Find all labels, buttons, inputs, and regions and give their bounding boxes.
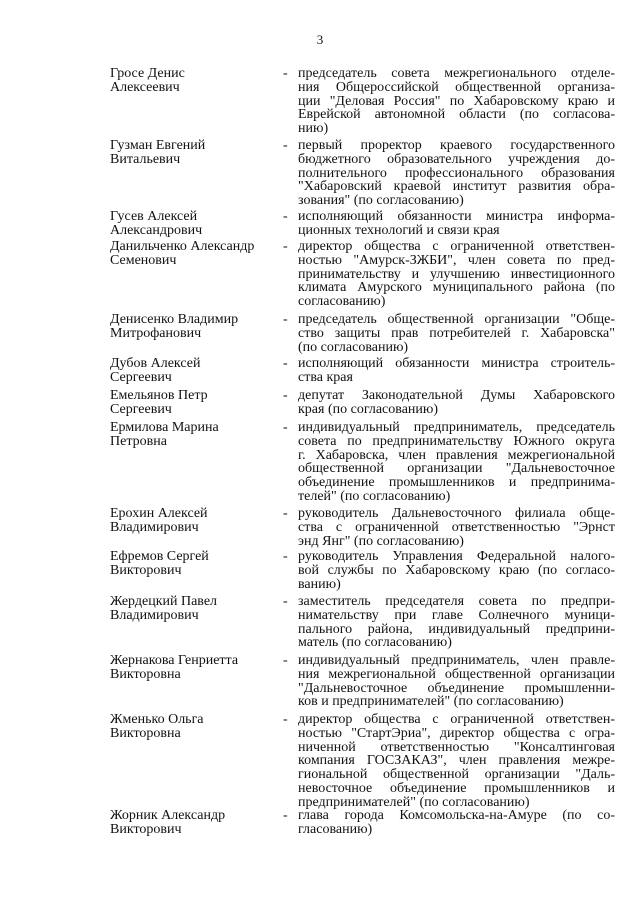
member-position-line: принимательству и улучшению инвестиционного — [298, 266, 615, 282]
dash-separator: - — [283, 138, 288, 153]
member-position-line: края (по согласованию) — [298, 401, 439, 417]
member-position-line: ния Общероссийской общественной организа- — [298, 79, 615, 95]
member-name — [110, 210, 278, 238]
member-position-line: климата Амурского муниципального района (по — [298, 280, 615, 296]
member-name-line: Викторович — [110, 562, 182, 578]
member-position-line: депутат Законодательной Думы Хабаровского — [298, 388, 615, 403]
dash-separator: - — [283, 506, 288, 521]
member-name-line: Сергеевич — [110, 401, 172, 417]
dash-separator: - — [283, 808, 288, 823]
member-name-line: Семенович — [110, 252, 177, 268]
member-position — [298, 67, 615, 136]
member-position-line: гиональной общественной организации "Даль- — [298, 767, 615, 783]
member-position-line: ство защиты прав потребителей г. Хабаровска" — [298, 325, 615, 341]
dash-separator: - — [283, 312, 288, 327]
member-position — [298, 313, 615, 354]
member-position-line: индивидуальный предприниматель, член правле- — [298, 653, 615, 668]
member-position — [298, 357, 615, 385]
member-name — [110, 357, 278, 385]
member-position-line: председатель совета межрегионального отделе- — [298, 66, 615, 81]
member-name-line: Ерохин Алексей — [110, 506, 208, 521]
member-name — [110, 313, 278, 341]
member-name-line: Петровна — [110, 433, 167, 449]
dash-separator: - — [283, 420, 288, 435]
member-position-line: невосточное объединение промышленников и — [298, 780, 615, 796]
member-position-line: ностью "Амурск-ЗЖБИ", член совета по пред- — [298, 252, 615, 268]
member-name-line: Сергеевич — [110, 369, 172, 385]
member-position-line: директор общества с ограниченной ответствен- — [298, 712, 615, 727]
member-position-line: руководитель Дальневосточного филиала обще- — [298, 506, 615, 521]
member-name — [110, 507, 278, 535]
member-name-line: Алексеевич — [110, 79, 180, 95]
dash-separator: - — [283, 209, 288, 224]
member-position-line: ков и предпринимателей" (по согласованию) — [298, 694, 564, 710]
member-position — [298, 809, 615, 837]
member-position-line: ции "Деловая Россия" по Хабаровскому краю и — [298, 93, 615, 109]
member-position-line: предпринимателей" (по согласованию) — [298, 794, 530, 810]
member-name-line: Владимирович — [110, 607, 199, 623]
dash-separator: - — [283, 356, 288, 371]
member-position-line: телей" (по согласованию) — [298, 488, 451, 504]
member-name — [110, 421, 278, 449]
member-position-line: ства с ограниченной ответственностью "Эрнст — [298, 519, 615, 535]
member-position-line: индивидуальный предприниматель, председатель — [298, 420, 615, 435]
member-position-line: первый проректор краевого государственного — [298, 138, 615, 153]
dash-separator: - — [283, 594, 288, 609]
member-position-line: матель (по согласованию) — [298, 635, 452, 651]
member-name-line: Ефремов Сергей — [110, 549, 209, 564]
member-position-line: г. Хабаровска, член правления межрегиональной — [298, 447, 615, 463]
member-name — [110, 67, 278, 95]
member-position-line: исполняющий обязанности министра строитель- — [298, 356, 615, 371]
member-position-line: председатель общественной организации "Обще- — [298, 312, 615, 327]
member-position-line: вой службы по Хабаровскому краю (по согласо- — [298, 562, 615, 578]
member-position — [298, 654, 615, 709]
member-name — [110, 139, 278, 167]
member-name — [110, 595, 278, 623]
member-position-line: ния межрегиональной общественной организации — [298, 666, 615, 682]
member-position-line: нию) — [298, 121, 329, 137]
member-position-line: "Дальневосточное объединение промышленни- — [298, 680, 615, 696]
member-position-line: ства края — [298, 369, 353, 385]
member-position — [298, 139, 615, 208]
member-position-line: ностью "СтартЭриа", директор общества с огра- — [298, 725, 615, 741]
member-position-line: исполняющий обязанности министра информа- — [298, 209, 615, 224]
member-position-line: ванию) — [298, 576, 341, 592]
member-position-line: полнительного профессионального образования — [298, 165, 615, 181]
member-position-line: энд Янг" (по согласованию) — [298, 533, 464, 549]
member-position-line: глава города Комсомольска-на-Амуре (по со- — [298, 808, 615, 823]
member-name-line: Витальевич — [110, 151, 181, 167]
member-name — [110, 713, 278, 741]
member-name-line: Дубов Алексей — [110, 356, 201, 371]
member-position-line: общественной организации "Дальневосточное — [298, 461, 615, 477]
member-position-line: "Хабаровский краевой институт развития обра- — [298, 179, 615, 195]
dash-separator: - — [283, 388, 288, 403]
member-position — [298, 550, 615, 591]
member-position-line: заместитель председателя совета по предпри- — [298, 594, 615, 609]
member-position-line: согласованию) — [298, 294, 386, 310]
dash-separator: - — [283, 653, 288, 668]
member-name-line: Александрович — [110, 222, 203, 238]
member-position-line: Еврейской автономной области (по согласова- — [298, 107, 615, 123]
member-name-line: Жменько Ольга — [110, 712, 204, 727]
member-position — [298, 713, 615, 810]
member-name-line: Денисенко Владимир — [110, 312, 239, 327]
member-name — [110, 389, 278, 417]
member-position — [298, 240, 615, 309]
member-position — [298, 507, 615, 548]
member-position-line: объединение промышленников и предпринима- — [298, 475, 615, 491]
member-position-line: пального района, индивидуальный предприни- — [298, 621, 615, 637]
member-name-line: Викторовна — [110, 725, 181, 741]
dash-separator: - — [283, 66, 288, 81]
member-name-line: Жернакова Генриетта — [110, 653, 239, 668]
member-position-line: (по согласованию) — [298, 339, 409, 355]
member-name — [110, 654, 278, 682]
member-name-line: Митрофанович — [110, 325, 202, 341]
member-position-line: бюджетного образовательного учреждения до- — [298, 151, 615, 167]
member-name-line: Емельянов Петр — [110, 388, 208, 403]
member-position — [298, 595, 615, 650]
member-name-line: Гусев Алексей — [110, 209, 198, 224]
member-position — [298, 421, 615, 504]
member-name-line: Викторовна — [110, 666, 181, 682]
member-position-line: ниченной ответственностью "Консалтинговая — [298, 739, 615, 755]
member-position-line: гласованию) — [298, 821, 373, 837]
member-name-line: Жердецкий Павел — [110, 594, 218, 609]
member-name-line: Гросе Денис — [110, 66, 185, 81]
member-name-line: Владимирович — [110, 519, 199, 535]
member-position-line: руководитель Управления Федеральной налого- — [298, 549, 615, 564]
member-name-line: Ермилова Марина — [110, 420, 219, 435]
dash-separator: - — [283, 239, 288, 254]
member-position — [298, 210, 615, 238]
member-name — [110, 240, 278, 268]
member-position-line: зования" (по согласованию) — [298, 193, 464, 209]
member-position — [298, 389, 615, 417]
dash-separator: - — [283, 549, 288, 564]
member-name-line: Жорник Александр — [110, 808, 226, 823]
member-name-line: Викторович — [110, 821, 182, 837]
dash-separator: - — [283, 712, 288, 727]
member-position-line: совета по предпринимательству Южного округа — [298, 433, 615, 449]
member-name — [110, 550, 278, 578]
member-name — [110, 809, 278, 837]
member-position-line: директор общества с ограниченной ответствен- — [298, 239, 615, 254]
member-position-line: компания ГОСЗАКАЗ", член правления межре- — [298, 753, 615, 769]
member-position-line: нимательству при главе Солнечного муници- — [298, 607, 615, 623]
member-name-line: Гузман Евгений — [110, 138, 206, 153]
member-name-line: Данильченко Александр — [110, 239, 255, 254]
page-number: 3 — [316, 32, 324, 47]
member-position-line: ционных технологий и связи края — [298, 222, 500, 238]
